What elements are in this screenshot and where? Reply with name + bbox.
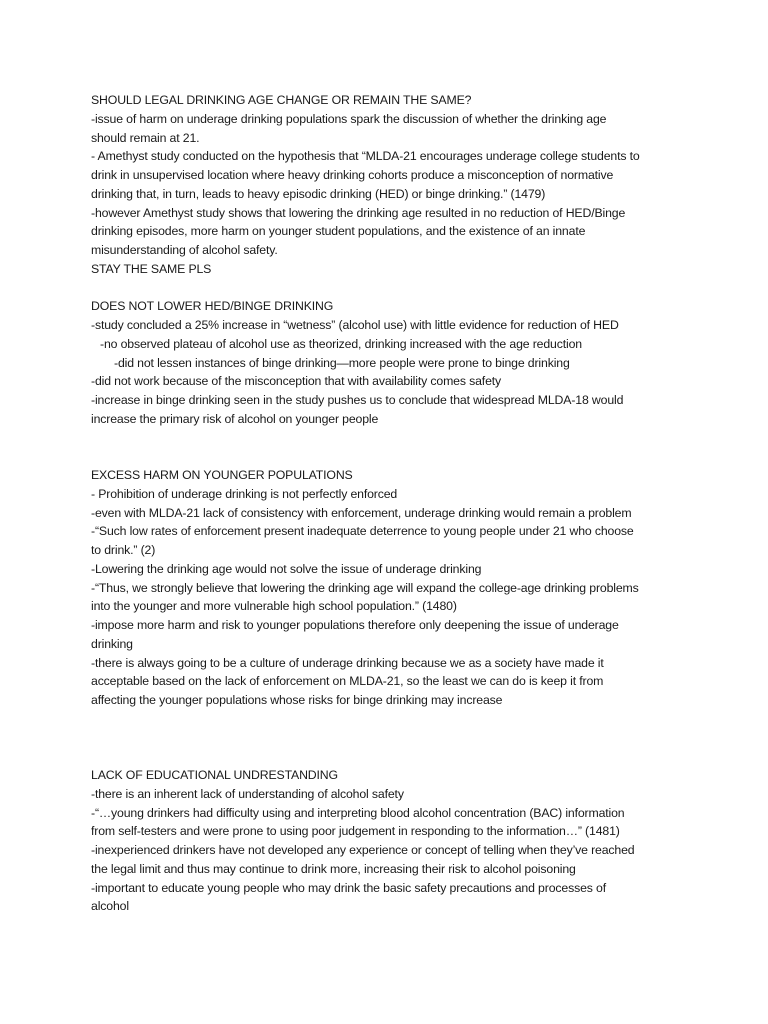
section-heading: EXCESS HARM ON YOUNGER POPULATIONS — [91, 468, 353, 482]
section-heading: LACK OF EDUCATIONAL UNDRESTANDING — [91, 768, 338, 782]
text-line: -“Thus, we strongly believe that lowering the drinking age will expand the college-age drinking problems — [91, 580, 639, 595]
text-line: -“…young drinkers had difficulty using and interpreting blood alcohol concentration (BAC) information — [91, 805, 625, 820]
text-line: should remain at 21. — [91, 130, 200, 145]
text-line: the legal limit and thus may continue to drink more, increasing their risk to alcohol poisoning — [91, 861, 576, 876]
text-line: -there is an inherent lack of understanding of alcohol safety — [91, 786, 404, 801]
text-line: into the younger and more vulnerable high school population.” (1480) — [91, 599, 457, 614]
text-line: -increase in binge drinking seen in the study pushes us to conclude that widespread MLDA-18 would — [91, 393, 624, 407]
text-line: affecting the younger populations whose risks for binge drinking may increase — [91, 693, 503, 707]
text-line: - Amethyst study conducted on the hypothesis that “MLDA-21 encourages underage college students to — [91, 149, 640, 164]
blank-line — [91, 747, 691, 766]
section-heading: SHOULD LEGAL DRINKING AGE CHANGE OR REMAIN THE SAME? — [91, 93, 472, 107]
text-line: -important to educate young people who may drink the basic safety precautions and processes of — [91, 880, 606, 895]
text-line: -inexperienced drinkers have not developed any experience or concept of telling when they’ve reached — [91, 843, 635, 857]
text-line: -impose more harm and risk to younger populations therefore only deepening the issue of underage — [91, 618, 619, 632]
blank-line — [91, 729, 691, 748]
text-line: drink in unsupervised location where heavy drinking cohorts produce a misconception of normative — [91, 168, 614, 182]
text-line: -there is always going to be a culture of underage drinking because we as a society have made it — [91, 655, 604, 670]
text-line: drinking that, in turn, leads to heavy episodic drinking (HED) or binge drinking.” (1479) — [91, 186, 546, 201]
text-line: increase the primary risk of alcohol on younger people — [91, 411, 379, 426]
text-line: -Lowering the drinking age would not solve the issue of underage drinking — [91, 561, 482, 576]
text-line: -issue of harm on underage drinking populations spark the discussion of whether the drinking age — [91, 111, 607, 126]
text-line: -however Amethyst study shows that lowering the drinking age resulted in no reduction of HED/Binge — [91, 205, 626, 220]
text-line: -did not lessen instances of binge drinking—more people were prone to binge drinking — [114, 355, 570, 370]
blank-line — [91, 710, 691, 729]
text-line: -study concluded a 25% increase in “wetness” (alcohol use) with little evidence for reduction of HED — [91, 318, 619, 332]
blank-line — [91, 429, 691, 448]
text-line: misunderstanding of alcohol safety. — [91, 243, 278, 257]
text-line: -did not work because of the misconception that with availability comes safety — [91, 374, 502, 389]
document-body — [91, 91, 691, 916]
blank-line — [91, 279, 691, 298]
text-line: -no observed plateau of alcohol use as theorized, drinking increased with the age reduction — [100, 336, 582, 351]
text-line: to drink.” (2) — [91, 543, 156, 557]
blank-line — [91, 447, 691, 466]
text-line: alcohol — [91, 899, 129, 914]
text-line: - Prohibition of underage drinking is not perfectly enforced — [91, 486, 398, 501]
text-line: acceptable based on the lack of enforcement on MLDA-21, so the least we can do is keep it from — [91, 674, 604, 689]
text-line: drinking — [91, 636, 133, 651]
text-line: -even with MLDA-21 lack of consistency with enforcement, underage drinking would remain a problem — [91, 505, 632, 520]
text-line: from self-testers and were prone to using poor judgement in responding to the information…” (1481) — [91, 824, 620, 839]
section-heading: DOES NOT LOWER HED/BINGE DRINKING — [91, 299, 334, 314]
text-line: -“Such low rates of enforcement present inadequate deterrence to young people under 21 who choose — [91, 524, 634, 539]
text-line: drinking episodes, more harm on younger student populations, and the existence of an innate — [91, 224, 586, 239]
conclusion-line: STAY THE SAME PLS — [91, 261, 212, 276]
